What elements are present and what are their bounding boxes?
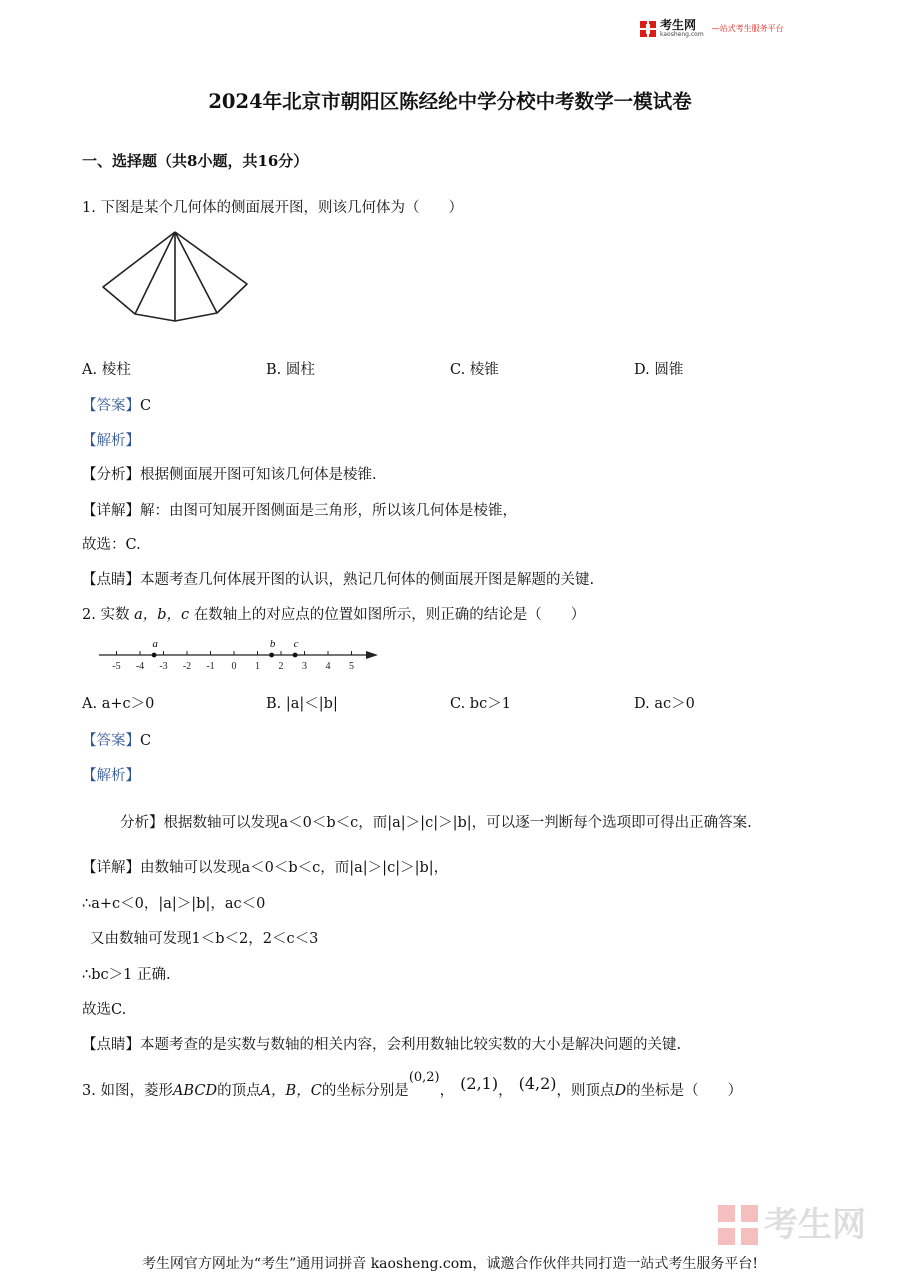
q2-stem xyxy=(82,605,585,625)
q3-stem: 3. 如图，菱形ABCD的顶点A，B，C的坐标分别是(0,2)， (2,1)， (4,2)，则顶点D的坐标是（ ） xyxy=(82,1070,743,1099)
q2-stem-prefix: 2. 实数 xyxy=(82,607,130,623)
q2-fenxi: 分析】根据数轴可以发现a＜0＜b＜c，而|a|＞|c|＞|b|，可以逐一判断每个选项即可得出正确答案. xyxy=(120,815,752,831)
q3-stem-a: 3. 如图，菱形 xyxy=(82,1083,173,1099)
q1-dianjing: 【点睛】本题考查几何体展开图的认识，熟记几何体的侧面展开图是解题的关键. xyxy=(82,572,595,588)
logo-domain: kaosheng.com xyxy=(660,31,704,38)
answer-value: C xyxy=(140,398,152,414)
net-edge xyxy=(135,232,175,314)
point-label-b: b xyxy=(269,638,276,650)
q3-vertices: A，B，C xyxy=(260,1083,322,1099)
q2-answer xyxy=(82,731,151,751)
q1-option-d: D. 圆锥 xyxy=(634,362,684,378)
q2-step1: ∴a+c＜0，|a|＞|b|，ac＜0 xyxy=(82,896,266,912)
axis-tick-label: 0 xyxy=(231,661,237,672)
point-label-c: c xyxy=(293,638,299,650)
point-label-a: a xyxy=(152,638,158,650)
q2-option-c: C. bc＞1 xyxy=(450,696,511,712)
page-title: 2024年北京市朝阳区陈经纶中学分校中考数学一模试卷 xyxy=(208,90,692,113)
watermark-text: 考生网 xyxy=(764,1205,866,1245)
answer-tag: 【答案】 xyxy=(82,733,140,749)
axis-tick-label: 2 xyxy=(278,661,284,672)
q1-analysis-tag: 【解析】 xyxy=(82,433,140,449)
q1-net-figure xyxy=(98,228,250,326)
q2-option-a: A. a+c＞0 xyxy=(82,696,155,712)
q3-stem-d: ，则顶点 xyxy=(556,1083,615,1099)
q2-step3: ∴bc＞1 正确. xyxy=(82,967,171,983)
answer-value: C xyxy=(140,733,152,749)
q2-option-d: D. ac＞0 xyxy=(634,696,695,712)
point-c xyxy=(293,653,298,658)
axis-tick-label: 3 xyxy=(302,661,307,672)
section-heading: 一、选择题（共8小题，共16分） xyxy=(82,152,309,170)
net-edge xyxy=(175,232,217,313)
q2-stem-vars: a，b，c xyxy=(134,607,190,623)
axis-tick-label: -1 xyxy=(206,661,215,672)
q1-option-a: A. 棱柱 xyxy=(82,362,131,378)
watermark-logo-icon xyxy=(718,1205,758,1245)
q2-analysis-tag: 【解析】 xyxy=(82,768,140,784)
axis-tick-label: 5 xyxy=(349,661,354,672)
q2-option-b: B. |a|＜|b| xyxy=(266,696,338,712)
q2-dianjing: 【点睛】本题考查的是实数与数轴的相关内容，会利用数轴比较实数的大小是解决问题的关键. xyxy=(82,1037,682,1053)
q2-xiangjie: 【详解】由数轴可以发现a＜0＜b＜c，而|a|＞|c|＞|b|， xyxy=(82,860,449,876)
axis-tick-label: -2 xyxy=(182,661,192,672)
q3-stem-e: 的坐标是（ ） xyxy=(626,1083,743,1099)
q1-guxuan: 故选：C. xyxy=(82,537,141,553)
axis-tick-label: 4 xyxy=(325,661,331,672)
point-a xyxy=(152,653,157,658)
logo-slogan: —站式考生服务平台 xyxy=(711,24,784,33)
axis-tick-label: -3 xyxy=(159,661,168,672)
q3-coord-c: (4,2) xyxy=(518,1074,557,1093)
q1-fenxi: 【分析】根据侧面展开图可知该几何体是棱锥. xyxy=(82,467,377,483)
q1-option-b: B. 圆柱 xyxy=(266,362,315,378)
axis-arrow-icon xyxy=(366,651,378,659)
q3-coord-a: (0,2) xyxy=(408,1070,440,1085)
q1-answer xyxy=(82,396,151,416)
watermark xyxy=(718,1205,866,1245)
kaosheng-logo-icon xyxy=(640,21,656,37)
logo-brand: 考生网 xyxy=(660,18,697,32)
q3-vertex-d: D xyxy=(614,1083,627,1099)
answer-tag: 【答案】 xyxy=(82,398,140,414)
page-footer: 考生网官方网址为“考生”通用词拼音 kaosheng.com，诚邀合作伙伴共同打造一站式考生服务平台! xyxy=(141,1256,759,1272)
q2-step2: 又由数轴可发现1＜b＜2，2＜c＜3 xyxy=(90,931,319,947)
axis-tick-label: -5 xyxy=(112,661,121,672)
q3-stem-b: 的顶点 xyxy=(217,1083,261,1099)
axis-tick-label: 1 xyxy=(255,661,260,672)
axis-tick-label: -4 xyxy=(135,661,145,672)
q2-guxuan: 故选C. xyxy=(82,1002,127,1018)
q1-xiangjie: 【详解】解：由图可知展开图侧面是三角形，所以该几何体是棱锥， xyxy=(82,503,517,519)
q1-stem: 1. 下图是某个几何体的侧面展开图，则该几何体为（ ） xyxy=(82,200,463,216)
q3-coord-b: (2,1) xyxy=(460,1074,499,1093)
q2-number-line xyxy=(96,636,380,672)
q2-stem-suffix: 在数轴上的对应点的位置如图所示，则正确的结论是（ ） xyxy=(193,607,586,623)
q3-rhombus-name: ABCD xyxy=(172,1083,218,1099)
q3-stem-c: 的坐标分别是 xyxy=(321,1083,409,1099)
point-b xyxy=(269,653,274,658)
q1-option-c: C. 棱锥 xyxy=(450,362,499,378)
site-logo xyxy=(640,19,784,38)
